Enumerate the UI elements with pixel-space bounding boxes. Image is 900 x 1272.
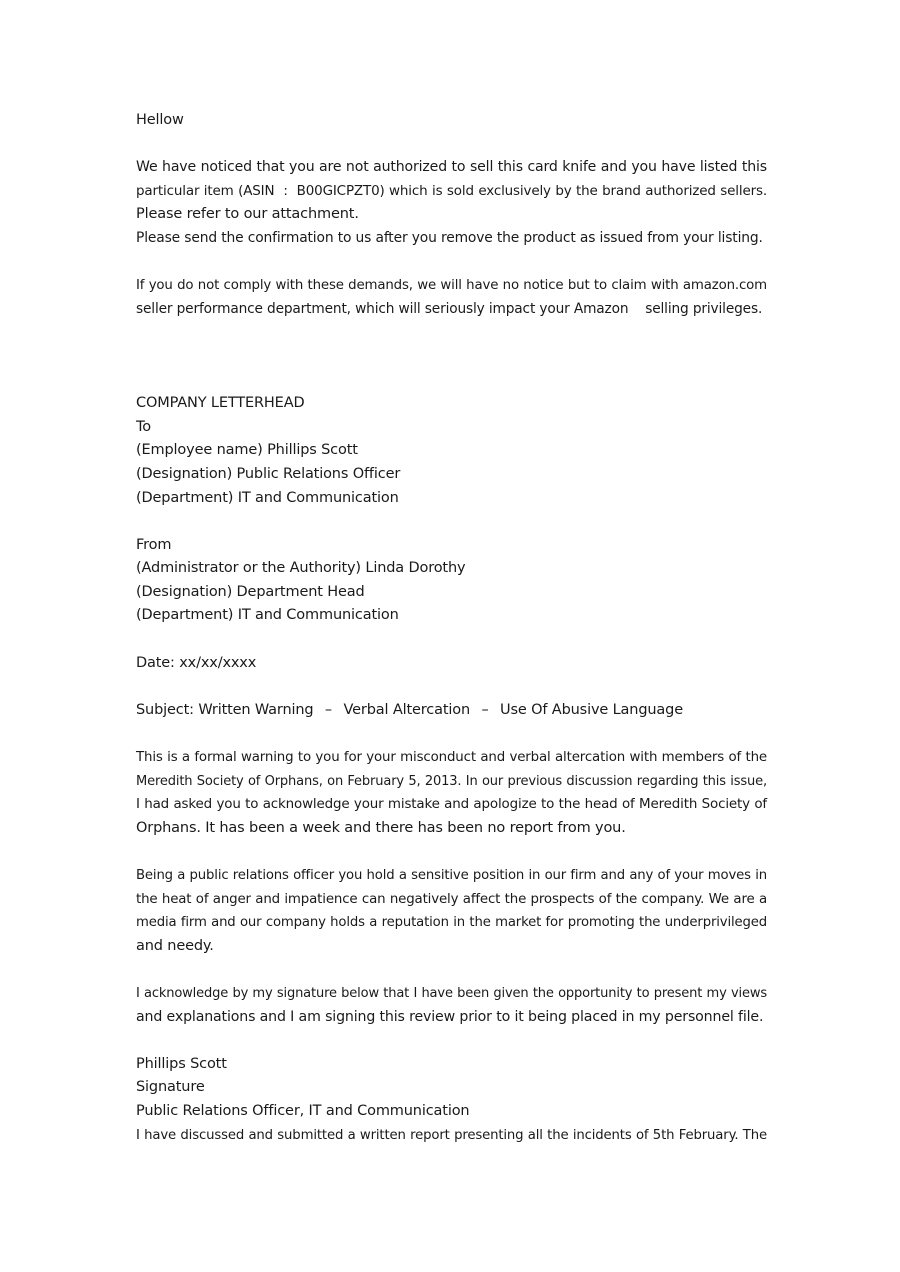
from-department: (Department) IT and Communication	[136, 607, 399, 624]
from-label: From	[136, 536, 172, 553]
subject-part-3: Use Of Abusive Language	[500, 701, 683, 718]
acknowledgement-line-1: I acknowledge by my signature below that I have been given the opportunity to present my views	[136, 985, 767, 1001]
from-authority-name: (Administrator or the Authority) Linda Dorothy	[136, 560, 466, 577]
confirmation-request: Please send the confirmation to us after you remove the product as issued from your listing.	[136, 229, 763, 246]
notice-line-3: Please refer to our attachment.	[136, 206, 359, 223]
subject-part-1: Subject: Written Warning	[136, 701, 314, 718]
from-designation: (Designation) Department Head	[136, 583, 365, 600]
position-line-3: media firm and our company holds a reputation in the market for promoting the underprivileged	[136, 915, 767, 931]
to-label: To	[136, 418, 151, 435]
signature-label: Signature	[136, 1079, 205, 1096]
position-paragraph	[136, 864, 767, 958]
signature-title: Public Relations Officer, IT and Communication	[136, 1102, 470, 1119]
compliance-paragraph	[136, 274, 767, 321]
warning-line-1: This is a formal warning to you for your misconduct and verbal altercation with members of the	[136, 750, 767, 766]
warning-paragraph	[136, 746, 767, 840]
notice-paragraph	[136, 156, 767, 250]
warning-line-2: Meredith Society of Orphans, on February 5, 2013. In our previous discussion regarding this issue,	[136, 773, 767, 789]
position-line-2: the heat of anger and impatience can negatively affect the prospects of the company. We are a	[136, 891, 767, 907]
acknowledgement-paragraph	[136, 982, 767, 1029]
warning-line-4: Orphans. It has been a week and there has been no report from you.	[136, 819, 626, 836]
to-department: (Department) IT and Communication	[136, 489, 399, 506]
compliance-line-1: If you do not comply with these demands, we will have no notice but to claim with amazon.com	[136, 278, 767, 294]
position-line-4: and needy.	[136, 937, 214, 954]
subject-line	[136, 699, 767, 723]
to-designation: (Designation) Public Relations Officer	[136, 465, 401, 482]
subject-separator-2: –	[481, 701, 489, 718]
document-body	[136, 109, 767, 1147]
subject-part-2: Verbal Altercation	[343, 701, 471, 718]
letter-date: Date: xx/xx/xxxx	[136, 654, 257, 671]
signature-name: Phillips Scott	[136, 1055, 227, 1072]
acknowledgement-line-2: and explanations and I am signing this review prior to it being placed in my personnel file.	[136, 1008, 764, 1025]
warning-line-3: I had asked you to acknowledge your mistake and apologize to the head of Meredith Society of	[136, 797, 767, 813]
compliance-line-2: seller performance department, which will seriously impact your Amazon selling privileges.	[136, 300, 763, 317]
report-line: I have discussed and submitted a written report presenting all the incidents of 5th February. The	[136, 1127, 767, 1143]
notice-line-1: We have noticed that you are not authorized to sell this card knife and you have listed this	[136, 159, 767, 176]
to-employee-name: (Employee name) Phillips Scott	[136, 442, 358, 459]
subject-separator-1: –	[324, 701, 333, 718]
company-letterhead: COMPANY LETTERHEAD	[136, 395, 305, 412]
notice-line-2: particular item (ASIN : B00GICPZT0) which is sold exclusively by the brand authorized sellers.	[136, 182, 767, 199]
position-line-1: Being a public relations officer you hold a sensitive position in our firm and any of your moves in	[136, 868, 767, 884]
greeting: Hellow	[136, 112, 184, 128]
